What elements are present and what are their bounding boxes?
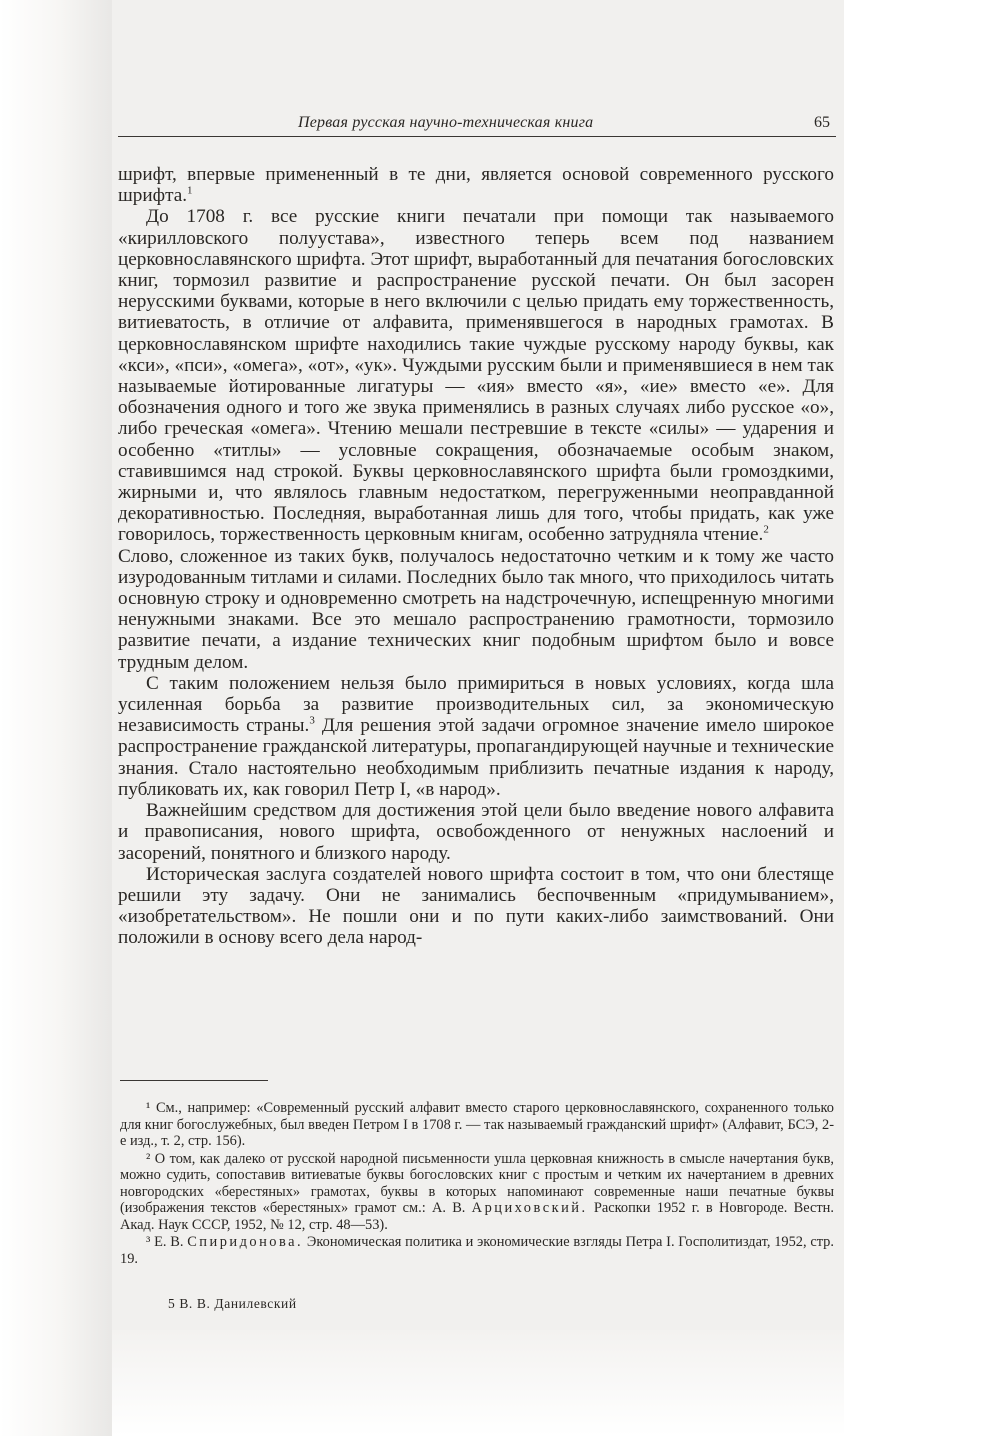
scan-edge-shadow xyxy=(0,0,122,1436)
footnote-author: Арциховский. xyxy=(471,1200,588,1216)
scan-bottom-fade xyxy=(112,1330,844,1436)
footnote-1: ¹ См., например: «Современный русский алфавит вместо старого церковнославянского, сохраненного только для книг богослужебных, был введен Петром I в 1708 г. — так называемый гражданский шрифт» (Алфавит, БСЭ, 2-е изд., т. 2, стр. 156). xyxy=(120,1100,834,1149)
footnote-text: ³ Е. В. xyxy=(146,1234,184,1250)
footnote-ref-3: 3 xyxy=(309,714,315,727)
page-number: 65 xyxy=(814,114,830,131)
footnote-text: ² О том, как далеко от русской народной письменности ушла церковная книжность в смысле начертания букв, можно судить, сопоставив витиеватые буквы богословских книг с простым и четким их начертанием в древних новгородских «берестяных» грамотах, буквы в которых напоминают современные наши печатные буквы (изображения текстов «берестяных» грамот см.: А. В. xyxy=(120,1150,834,1216)
footnote-2 xyxy=(120,1151,834,1234)
paragraph-3 xyxy=(118,673,834,800)
running-header xyxy=(118,110,836,137)
paragraph-2 xyxy=(118,206,834,545)
paragraph-text: С таким положением нельзя было примириться в новых условиях, когда шла усиленная борьба за развитие производительных сил, за экономическую независимость страны. xyxy=(118,672,834,737)
paragraph-text: шрифт, впервые примененный в те дни, является основой современного русского шрифта. xyxy=(118,164,834,207)
footnote-3 xyxy=(120,1234,834,1267)
paragraph-text: Слово, сложенное из таких букв, получалось недостаточно четким и к тому же часто изуродованным титлами и силами. Последних было так много, что приходилось читать основную строку и одновременно смотреть на надстрочечную, испещренную многими ненужными знаками. Все это мешало распространению грамотности, тормозило развитие печати, а издание технических книг подобным шрифтом было и вовсе трудным делом. xyxy=(118,545,834,673)
footnote-text: Раскопки 1952 г. в Новгороде. Вестн. Акад. Наук СССР, 1952, № 12, стр. 48—53). xyxy=(120,1200,834,1233)
footnotes xyxy=(120,1100,834,1268)
paragraph-1 xyxy=(118,164,834,206)
paragraph-text: До 1708 г. все русские книги печатали при помощи так называемого «кирилловского полуустава», известного теперь всем под названием церковнославянского шрифта. Этот шрифт, выработанный для печатания богословских книг, тормозил развитие и распространение русской печати. Он был засорен нерусскими буквами, которые в него включили с целью придать ему торжественность, витиеватость, в отличие от алфавита, применявшегося в народных грамотах. В церковнославянском шрифте находились такие чуждые русскому народу буквы, как «кси», «пси», «омега», «от», «ук». Чуждыми русским были и применявшиеся в нем так называемые йотированные лигатуры — «ия» вместо «я», «ие» вместо «е». Для обозначения одного и того же звука применялись в разных случаях либо русское «о», либо греческая «омега». Чтению мешали пестревшие в тексте «силы» — ударения и особенно «титлы» — условные сокращения, обозначаемые особым знаком, ставившимся над строкой. Буквы церковнославянского шрифта были громоздкими, жирными и, что являлось главным недостатком, перегруженными неоправданной декоративностью. Последняя, выработанная лишь для того, чтобы придать, как уже говорилось, торжественность церковным книгам, особенно затрудняла чтение. xyxy=(118,206,834,546)
footnote-ref-2: 2 xyxy=(763,524,769,537)
paragraph-text: Важнейшим средством для достижения этой цели было введение нового алфавита и правописания, нового шрифта, освобожденного от ненужных наслоений и засорений, понятного и близкого народу. xyxy=(118,800,834,864)
paragraph-2-continued xyxy=(118,546,834,673)
paragraph-text: Для решения этой задачи огромное значение имело широкое распространение гражданской литературы, пропагандирующей научные и технические знания. Стало настоятельно необходимым приблизить печатные издания к народу, публиковать их, как говорил Петр I, «в народ». xyxy=(118,715,835,800)
main-text xyxy=(118,164,834,949)
footnote-text: Экономическая политика и экономические взгляды Петра I. Госполитиздат, 1952, стр. 19. xyxy=(120,1234,834,1267)
paragraph-text: Историческая заслуга создателей нового шрифта состоит в том, что они блестяще решили эту задачу. Они не занимались беспочвенным «придумыванием», «изобретательством». Не пошли они и по пути каких-либо заимствований. Они положили в основу всего дела народ- xyxy=(118,863,834,949)
printer-signature: 5 В. В. Данилевский xyxy=(168,1296,297,1311)
footnote-ref-1: 1 xyxy=(187,184,193,197)
paragraph-5 xyxy=(118,864,834,949)
paragraph-4 xyxy=(118,800,834,864)
running-title: Первая русская научно-техническая книга xyxy=(298,114,594,131)
footnote-separator xyxy=(120,1080,268,1081)
footnote-author: Спиридонова. xyxy=(187,1234,304,1250)
